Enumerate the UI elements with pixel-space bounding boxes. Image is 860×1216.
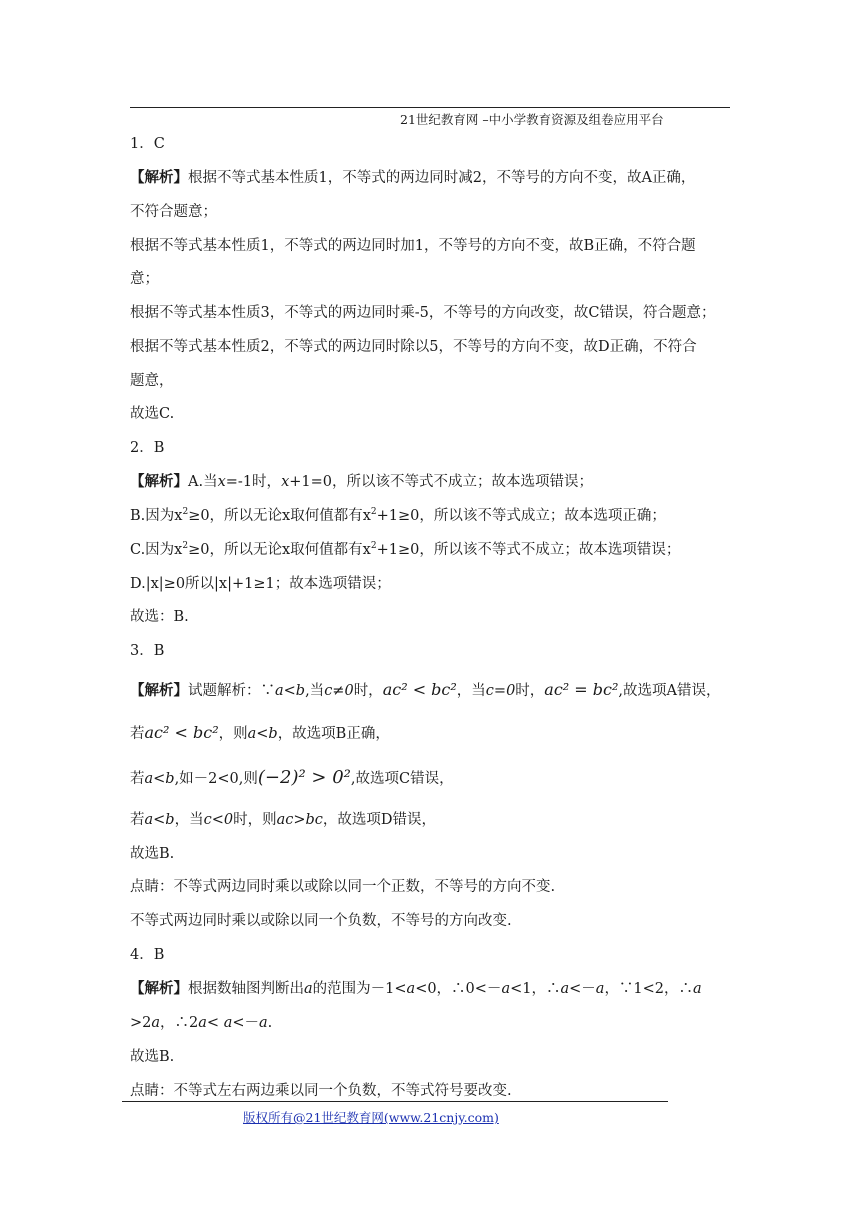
q2-line-a: 【解析】A.当x=-1时，x+1=0，所以该不等式不成立；故本选项错误； <box>130 473 593 490</box>
analysis-tag: 【解析】 <box>130 169 188 186</box>
q1-line-6: 根据不等式基本性质2，不等式的两边同时除以5，不等号的方向不变，故D正确，不符合 <box>130 339 697 355</box>
q3-line-1: 【解析】试题解析：∵a<b,当c≠0时，ac² < bc²，当c=0时，ac² = bc²,故选项A错误， <box>130 680 721 699</box>
header-site: 21世纪教育网 –中小学教育资源及组卷应用平台 <box>400 112 664 127</box>
q3-answer: 3．B <box>130 643 165 659</box>
formula-neg2-squared: (−2)² > 0² <box>257 767 351 788</box>
q3-choose: 故选B. <box>130 846 175 862</box>
q4-tip: 点睛：不等式左右两边乘以同一个负数，不等式符号要改变. <box>130 1083 512 1099</box>
q1-line-3: 根据不等式基本性质1，不等式的两边同时加1，不等号的方向不变，故B正确，不符合题 <box>130 238 696 254</box>
formula-ac2-eq-bc2: ac² = bc² <box>544 680 619 699</box>
header-rule <box>130 107 730 108</box>
q4-answer: 4．B <box>130 947 165 963</box>
q3-tip-1: 点睛：不等式两边同时乘以或除以同一个正数，不等号的方向不变. <box>130 879 556 895</box>
formula-ac2-lt-bc2: ac² < bc² <box>144 723 219 742</box>
q2-choose: 故选：B. <box>130 609 189 625</box>
q4-line-2: >2a，∴2a< a<－a. <box>130 1015 273 1031</box>
q2-answer: 2．B <box>130 440 165 456</box>
q4-line-1: 【解析】根据数轴图判断出a的范围为－1<a<0，∴0<－a<1，∴a<－a，∵1<2，∴a <box>130 980 702 997</box>
q4-choose: 故选B. <box>130 1049 175 1065</box>
q2-line-b: B.因为$x^2\ge 0$，所以无论x取何值都有$x^2+1\ge 0$，所以该不等式成立；故本选项正确； <box>130 507 666 524</box>
q1-line-8: 故选C. <box>130 406 175 422</box>
q3-line-2: 若ac² < bc²，则a<b，故选项B正确， <box>130 723 390 742</box>
q2-line-d: D.|x|≥0所以|x|+1≥1；故本选项错误； <box>130 576 391 592</box>
q2-line-c: C.因为$x^2\ge 0$，所以无论x取何值都有$x^2+1\ge 0$，所以该不等式不成立；故本选项错误； <box>130 541 681 558</box>
q1-line-5: 根据不等式基本性质3，不等式的两边同时乘-5，不等号的方向改变，故C错误，符合题意； <box>130 305 716 321</box>
q1-line-1: 【解析】根据不等式基本性质1，不等式的两边同时减2，不等号的方向不变，故A正确， <box>130 169 696 186</box>
q3-tip-2: 不等式两边同时乘以或除以同一个负数，不等号的方向改变. <box>130 913 512 929</box>
q1-answer: 1．C <box>130 136 165 152</box>
q3-line-3: 若a<b,如－2<0,则(−2)² > 0²,故选项C错误， <box>130 767 454 788</box>
q1-line-2: 不符合题意； <box>130 204 217 220</box>
q1-line-4: 意； <box>130 271 159 287</box>
q1-line-7: 题意， <box>130 373 174 389</box>
footer-rule <box>122 1101 668 1102</box>
q3-line-4: 若a<b，当c<0时，则ac>bc，故选项D错误， <box>130 812 437 828</box>
footer-copyright-link[interactable]: 版权所有@21世纪教育网(www.21cnjy.com) <box>243 1110 499 1125</box>
formula-ac2-lt-bc2: ac² < bc² <box>382 680 457 699</box>
